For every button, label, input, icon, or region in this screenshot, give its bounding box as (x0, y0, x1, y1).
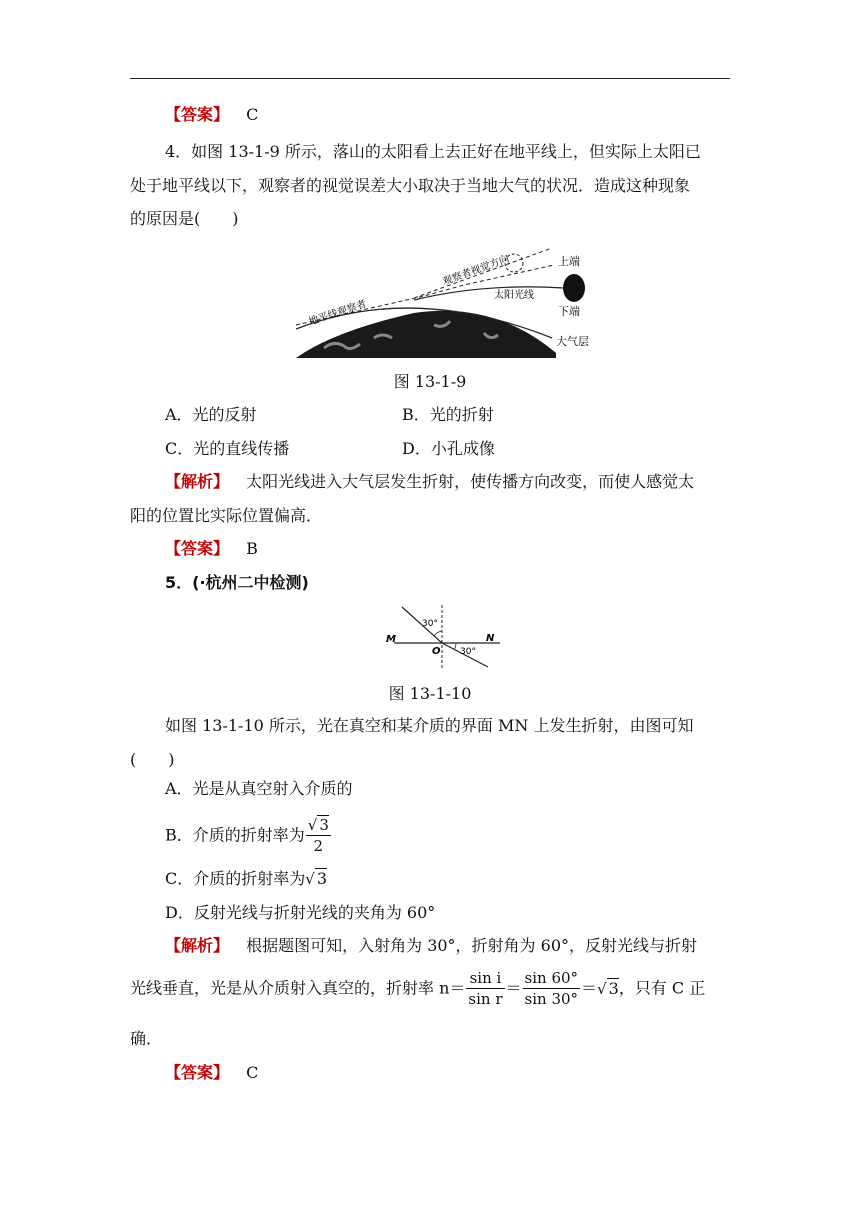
q5-option-c-prefix: C．介质的折射率为 (165, 869, 306, 888)
option-c-rad: 3 (316, 869, 327, 888)
q5-header: 5．(·杭州二中检测) (165, 573, 309, 592)
option-b-fraction: $\frac{√ 3}{2}$ (307, 816, 329, 855)
q4-answer-value: B (246, 539, 258, 558)
analysis-tag: 【解析】 (165, 472, 230, 491)
q4-option-c: C．光的直线传播 (165, 439, 290, 458)
label-horizon: 地平线观察者 (307, 298, 368, 328)
q5-option-d: D．反射光线与折射光线的夹角为 60° (165, 903, 436, 922)
q3-answer-line (165, 104, 258, 126)
q5-text-line1: 如图 13-1-10 所示，光在真空和某介质的界面 MN 上发生折射，由图可知 (165, 716, 694, 735)
q4-option-b: B．光的折射 (402, 405, 494, 424)
label-angle-bottom: 30° (460, 647, 476, 657)
q5-analysis-line1 (165, 935, 697, 957)
frac-sin-i-r (466, 968, 504, 1009)
q4-text-line3: 的原因是( ) (130, 209, 239, 228)
option-b-num: 3 (319, 816, 329, 834)
q4-analysis-line1 (165, 471, 694, 493)
header-rule (130, 78, 730, 79)
answer-tag: 【答案】 (165, 1063, 230, 1082)
q4-text-line2: 处于地平线以下，观察者的视觉误差大小取决于当地大气的状况．造成这种现象 (130, 176, 691, 195)
label-atmosphere: 大气层 (556, 335, 589, 348)
eq-sign: ＝ (505, 978, 522, 998)
label-top: 上端 (558, 255, 580, 268)
result-rad: 3 (608, 978, 619, 998)
label-sunray: 太阳光线 (494, 290, 534, 301)
label-angle-top: 30° (422, 619, 438, 629)
label-n: N (486, 633, 495, 644)
sunset-refraction-figure (294, 243, 594, 358)
q5-analysis-text1: 根据题图可知，入射角为 30°，折射角为 60°，反射光线与折射 (246, 936, 698, 955)
q3-answer-value: C (246, 105, 259, 124)
answer-tag: 【答案】 (165, 539, 230, 558)
q4-text-line1: 4．如图 13-1-9 所示，落山的太阳看上去正好在地平线上，但实际上太阳已 (165, 142, 701, 161)
q5-option-b-prefix: B．介质的折射率为 (165, 825, 305, 845)
q4-caption: 图 13-1-9 (393, 372, 467, 391)
q5-analysis-line2: 光线垂直，光是从介质射入真空的，折射率 n＝ $\frac{\text{sin i}}{\text{sin r}}$ ＝ $\frac{\sin 60^\circ}{\sin 30^\circ}$ ＝√ 3，只有 C 正 (130, 969, 706, 1008)
real-sun (563, 274, 585, 302)
option-b-den: 2 (313, 837, 324, 855)
sun-ray (414, 287, 564, 300)
q4-option-a: A．光的反射 (165, 405, 257, 424)
q5-analysis-suffix: ，只有 C 正 (618, 978, 706, 998)
label-observer-dir: 观察者视觉方向 (441, 253, 511, 288)
frac-sin-60-30 (523, 968, 581, 1009)
q5-caption: 图 13-1-10 (388, 684, 472, 703)
q5-analysis-prefix: 光线垂直，光是从介质射入真空的，折射率 n＝ (130, 978, 466, 998)
q5-analysis-line3: 确． (130, 1029, 163, 1048)
q5-answer-value: C (246, 1063, 259, 1082)
eq-sign-2: ＝ (581, 978, 598, 998)
frac2-num: sin 60° (524, 969, 579, 987)
q5-answer-line (165, 1062, 258, 1084)
q5-option-b (165, 815, 332, 856)
answer-tag: 【答案】 (165, 105, 230, 124)
frac1-den: sin r (468, 990, 503, 1008)
analysis-tag: 【解析】 (165, 936, 230, 955)
q4-analysis-text1: 太阳光线进入大气层发生折射，使传播方向改变，而使人感觉太 (246, 472, 695, 491)
frac2-den: sin 30° (524, 990, 579, 1008)
q4-analysis-line2: 阳的位置比实际位置偏高． (130, 506, 323, 525)
q4-option-d: D．小孔成像 (402, 439, 495, 458)
label-o: O (432, 646, 441, 657)
q5-text-line2: ( ) (130, 750, 175, 769)
q5-option-a: A．光是从真空射入介质的 (165, 779, 353, 798)
q5-option-c: C．介质的折射率为√ 3 (165, 869, 327, 888)
label-m: M (386, 634, 396, 645)
refraction-interface-figure (380, 603, 510, 673)
frac1-num: sin i (466, 968, 504, 989)
q4-answer-line (165, 538, 258, 560)
label-bottom: 下端 (558, 305, 580, 318)
